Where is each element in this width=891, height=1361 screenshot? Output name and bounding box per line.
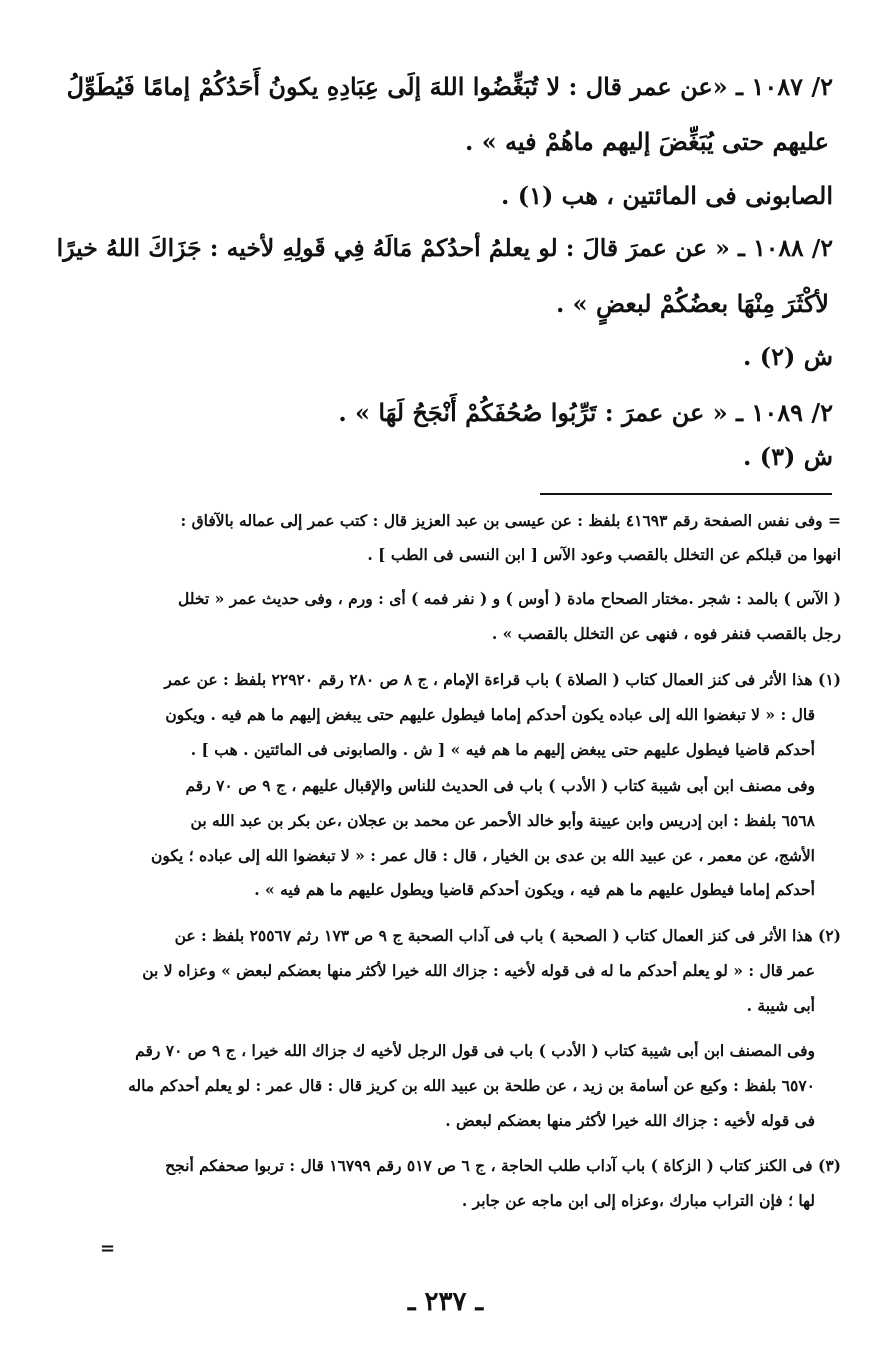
hadith-1087-line-2: عليهم حتى يُبَغِّضَ إليهم ماهُمْ فيه » . <box>464 127 829 156</box>
footnote-2-line: فى قوله لأخيه : جزاك الله خيرا لأكثر منها بعضكم لبعض . <box>445 1111 815 1130</box>
footnote-1-line: ٦٥٦٨ بلفظ : ابن إدريس وابن عيينة وأبو خالد الأحمر عن محمد بن عجلان ،عن بكر بن عبد الله بن <box>190 811 815 830</box>
footnote-1-line: قال : « لا تبغضوا الله إلى عباده يكون أحدكم إماما فيطول عليهم حتى يبغض إليهم ما هم فيه . ويكون <box>165 705 815 724</box>
footnote-1-line: أحدكم إماما فيطول عليهم ما هم فيه ، ويكون أحدكم قاضيا ويطول عليهم ما هم فيه » . <box>254 880 815 899</box>
hadith-1088-line-1: ٢/ ١٠٨٨ ـ « عن عمرَ قالَ : لو يعلمُ أحدُكمْ مَالَهُ فِي قَولِهِ لأخيه : جَزَاكَ اللهُ خيرًا <box>56 234 833 262</box>
footnote-1-line: (١) هذا الأثر فى كنز العمال كتاب ( الصلاة ) باب قراءة الإمام ، ج ٨ ص ٢٨٠ رقم ٢٢٩٢٠ بلفظ : عن عمر <box>164 670 841 689</box>
footnote-2-line: عمر قال : « لو يعلم أحدكم ما له فى قوله لأخيه : جزاك الله خيرا لأكثر منها بعضكم لبعض » وعزاه لا بن <box>142 961 815 980</box>
page-number: ـ ٢٣٧ ـ <box>407 1287 484 1317</box>
footnote-2-line: وفى المصنف ابن أبى شيبة كتاب ( الأدب ) باب فى قول الرجل لأخيه ك جزاك الله خيرا ، ج ٩ ص ٧٠ رقم <box>135 1041 815 1060</box>
footnote-separator <box>540 493 832 495</box>
hadith-1087-line-1: ٢/ ١٠٨٧ ـ «عن عمر قال : لا تُبَغِّضُوا اللهَ إلَى عِبَادِهِ يكونُ أَحَدُكُمْ إمامًا فَيُطَوِّلُ <box>66 72 833 101</box>
continuation-mark: = <box>100 1238 116 1259</box>
footnote-2-line: ٦٥٧٠ بلفظ : وكيع عن أسامة بن زيد ، عن طلحة بن عبيد الله بن كريز قال : قال عمر : لو يعلم أحدكم ماله <box>128 1076 815 1095</box>
footnote-line: = وفى نفس الصفحة رقم ٤١٦٩٣ بلفظ : عن عيسى بن عبد العزيز قال : كتب عمر إلى عماله بالآفاق : <box>180 511 841 530</box>
footnote-1-line: الأشج، عن معمر ، عن عبيد الله بن عدى بن الخيار ، قال : قال عمر : « لا تبغضوا الله إلى عباده ؛ يكون <box>151 846 815 865</box>
footnote-line: انهوا من قبلكم عن التخلل بالقصب وعود الآس [ ابن النسى فى الطب ] . <box>367 545 841 564</box>
footnote-2-line: (٢) هذا الأثر فى كنز العمال كتاب ( الصحبة ) باب فى آداب الصحبة ج ٩ ص ١٧٣ رثم ٢٥٥٦٧ بلفظ : عن <box>174 926 841 945</box>
footnote-line: رجل بالقصب فنفر فوه ، فنهى عن التخلل بالقصب » . <box>491 624 841 643</box>
footnote-1-line: أحدكم قاضيا فيطول عليهم حتى يبغض إليهم ما هم فيه » [ ش . والصابونى فى المائتين . هب ] . <box>190 740 815 759</box>
footnote-2-line: أبى شيبة . <box>746 996 815 1015</box>
footnote-3-line: (٣) فى الكنز كتاب ( الزكاة ) باب آداب طلب الحاجة ، ج ٦ ص ٥١٧ رقم ١٦٧٩٩ قال : تربوا صحفكم أنجح <box>165 1156 841 1175</box>
footnote-3-line: لها ؛ فإن التراب مبارك ،وعزاه إلى ابن ماجه عن جابر . <box>461 1191 815 1210</box>
hadith-1089-source: ش (٣) . <box>743 442 833 471</box>
hadith-1088-line-2: لأكْثَرَ مِنْهَا بعضُكُمْ لبعضٍ » . <box>555 289 829 318</box>
hadith-1088-source: ش (٢) . <box>743 342 833 371</box>
hadith-1089-line-1: ٢/ ١٠٨٩ ـ « عن عمرَ : تَرِّبُوا صُحُفَكُمْ أَنْجَحُ لَهَا » . <box>338 398 833 427</box>
hadith-1087-source: الصابونى فى المائتين ، هب (١) . <box>500 181 833 210</box>
footnote-1-line: وفى مصنف ابن أبى شيبة كتاب ( الأدب ) باب فى الحديث للناس والإقبال عليهم ، ج ٩ ص ٧٠ رقم <box>185 776 815 795</box>
footnote-line: ( الآس ) بالمد : شجر .مختار الصحاح مادة ( أوس ) و ( نفر فمه ) أى : ورم ، وفى حديث عمر « تخلل <box>178 589 841 608</box>
